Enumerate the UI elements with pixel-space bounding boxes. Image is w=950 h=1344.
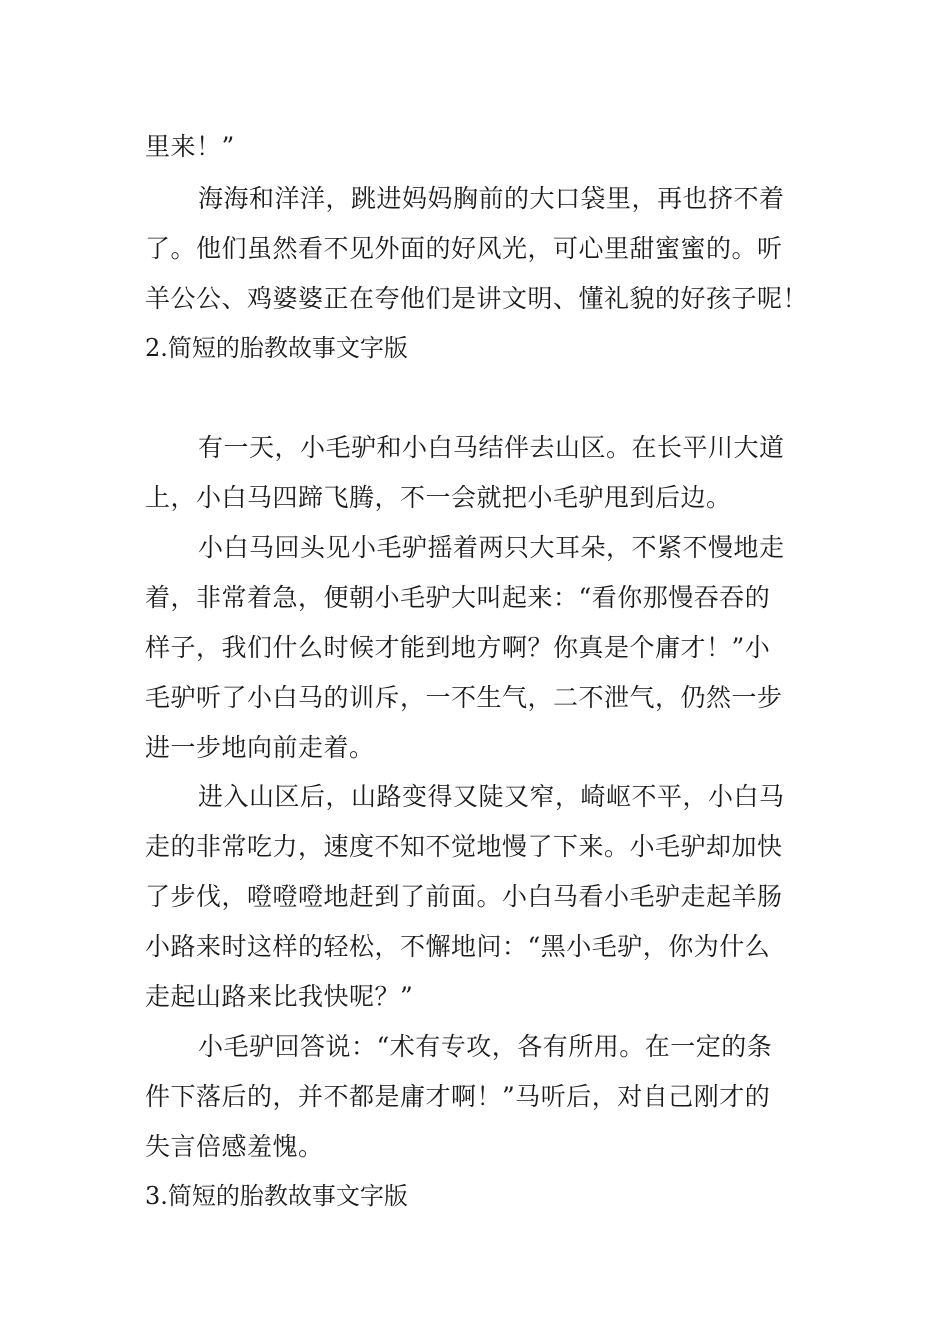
paragraph-line: 小白马回头见小毛驴摇着两只大耳朵，不紧不慢地走 [198, 533, 785, 562]
paragraph-line: 毛驴听了小白马的训斥，一不生气，二不泄气，仍然一步 [145, 683, 783, 712]
paragraph-line: 上，小白马四蹄飞腾，不一会就把小毛驴甩到后边。 [145, 483, 732, 512]
paragraph-line: 海海和洋洋，跳进妈妈胸前的大口袋里，再也挤不着 [198, 184, 785, 213]
paragraph-line: 了步伐，噔噔噔地赶到了前面。小白马看小毛驴走起羊肠 [145, 882, 783, 911]
paragraph-line: 走起山路来比我快呢？” [145, 982, 414, 1011]
text-line: 里来！” [145, 132, 235, 161]
paragraph-line: 了。他们虽然看不见外面的好风光，可心里甜蜜蜜的。听 [145, 234, 783, 263]
paragraph-line: 有一天，小毛驴和小白马结伴去山区。在长平川大道 [198, 433, 785, 462]
paragraph-line: 羊公公、鸡婆婆正在夸他们是讲文明、懂礼貌的好孩子呢！ [145, 284, 809, 313]
section-heading: 2.简短的胎教故事文字版 [145, 334, 408, 362]
paragraph-line: 进入山区后，山路变得又陡又窄，崎岖不平，小白马 [198, 782, 785, 811]
paragraph-line: 着，非常着急，便朝小毛驴大叫起来：“看你那慢吞吞的 [145, 583, 771, 612]
section-heading: 3.简短的胎教故事文字版 [145, 1182, 408, 1210]
paragraph-line: 走的非常吃力，速度不知不觉地慢了下来。小毛驴却加快 [145, 832, 783, 861]
paragraph-line: 进一步地向前走着。 [145, 733, 375, 762]
paragraph-line: 样子，我们什么时候才能到地方啊？你真是个庸才！”小 [145, 633, 771, 662]
paragraph-line: 失言倍感羞愧。 [145, 1132, 324, 1161]
paragraph-line: 小毛驴回答说：“术有专攻，各有所用。在一定的条 [198, 1032, 773, 1061]
paragraph-line: 件下落后的，并不都是庸才啊！”马听后，对自己刚才的 [145, 1082, 771, 1111]
paragraph-line: 小路来时这样的轻松，不懈地问：“黑小毛驴，你为什么 [145, 932, 771, 961]
